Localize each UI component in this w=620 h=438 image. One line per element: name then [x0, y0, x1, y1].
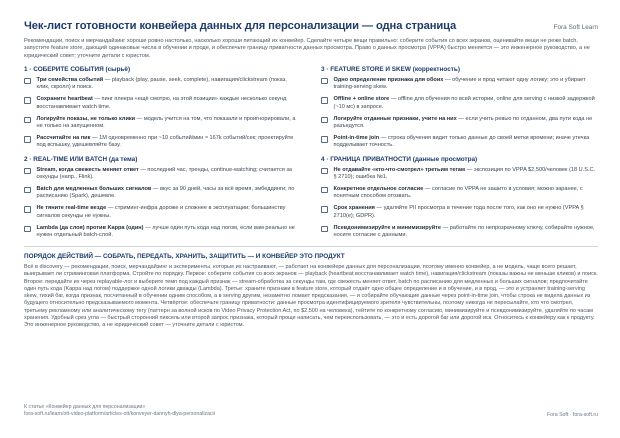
- checkbox[interactable]: [321, 187, 328, 194]
- checkbox[interactable]: [321, 78, 328, 85]
- checkbox[interactable]: [24, 136, 31, 143]
- checklist-item: [321, 186, 598, 200]
- page-title: Чек-лист готовности конвейера данных для персонализации — одна страница: [24, 20, 457, 32]
- checklist-item-title: Срок хранения: [333, 205, 375, 212]
- checklist-item: [321, 167, 598, 181]
- section-heading: 3 · FEATURE STORE И SKEW (корректность): [321, 65, 460, 73]
- checklist-item-text: [37, 167, 302, 181]
- checklist-item-detail: — экспозиция по VPPA $2,500/человек (18 U.S.C. § 2710); ошибка №1.: [333, 166, 596, 180]
- checklist-item-title: Не отдавайте «кто-что-смотрел» третьим тегам: [333, 166, 466, 173]
- checklist-item-text: [37, 96, 302, 110]
- checklist-item-title: Логируйте отданные признаки, учите на них: [333, 115, 457, 122]
- right-column: [321, 64, 598, 244]
- checkbox[interactable]: [321, 226, 328, 233]
- checklist-item-text: [37, 135, 302, 149]
- checklist-item: [24, 225, 301, 239]
- checklist-item: [321, 205, 598, 219]
- footer-brand: Fora Soft · fora-soft.ru: [546, 412, 598, 418]
- checklist-item-detail: — offline для обучения по всей истории, online для serving с низкой задержкой (~10 мс) в запросе.: [333, 96, 595, 110]
- left-column: [24, 64, 301, 244]
- checklist-item-text: [37, 116, 302, 130]
- checklist-item-detail: — работайте по непрозрачному ключу, собирайте нужное, носите согласие с данными.: [333, 224, 595, 238]
- checklist-item-text: [334, 135, 599, 149]
- checklist-item: [24, 205, 301, 219]
- checklist-item-text: [334, 167, 599, 181]
- checklist-item-text: [37, 186, 302, 200]
- checklist-page: [24, 20, 598, 329]
- checklist-item-title: Stream, когда свежесть меняет ответ: [36, 166, 139, 173]
- footer-source: [24, 404, 215, 418]
- order-heading: ПОРЯДОК ДЕЙСТВИЙ — СОБРАТЬ, ПЕРЕДАТЬ, ХРАНИТЬ, ЗАЩИТИТЬ — И КОНВЕЙЕР ЭТО ПРОДУКТ: [24, 253, 345, 261]
- checklist-item-text: [334, 116, 599, 130]
- checkbox[interactable]: [24, 168, 31, 175]
- footer-source-link[interactable]: fora-soft.ru/learn/ott-video-platform/articles-ott/konveyer-dannyh-dlya-personalizacii: [24, 411, 215, 417]
- checklist-item-text: [334, 186, 599, 200]
- checklist-item-detail: — последний час, тренды, continue-watching; считается за секунды (напр., Flink).: [36, 166, 293, 180]
- page-header: [24, 20, 598, 32]
- checklist-item-detail: — пинг плеера «ещё смотрю, на этой позиции» каждые несколько секунд восстанавливает watch time.: [36, 96, 287, 110]
- section-heading: 2 · REAL-TIME ИЛИ BATCH (да тема): [24, 155, 138, 163]
- checklist-item-detail: — лучше один путь кода над логом, если вам реально не нужен отдельный batch-слой.: [36, 224, 295, 238]
- checklist-item: [321, 96, 598, 110]
- page-footer: [24, 404, 598, 418]
- checklist-item-title: Одно определение признака для обоих: [333, 76, 444, 83]
- checklist-item: [24, 96, 301, 110]
- checklist-item: [24, 135, 301, 149]
- checklist-item-text: [334, 96, 599, 110]
- checklist-item-detail: — playback (play, pause, seek, complete), навигация/clickstream (показ, клик, скролл) и поиск.: [36, 76, 287, 91]
- checkbox[interactable]: [321, 168, 328, 175]
- section-divider: [24, 246, 598, 247]
- checklist-item-title: Три семейства событий: [36, 76, 104, 83]
- footer-source-title: К статье «Конвейер данных для персонализации»: [24, 404, 146, 410]
- checkbox[interactable]: [24, 97, 31, 104]
- checklist-item-text: [37, 77, 302, 91]
- checklist-item: [24, 167, 301, 181]
- checklist-item-title: Offline + online store: [333, 96, 390, 103]
- checklist-item-detail: — согласие по VPPA не зашито в условия; можно заранее, с понятным способом отозвать.: [333, 185, 583, 200]
- checklist-item-text: [334, 205, 599, 219]
- checkbox[interactable]: [24, 206, 31, 213]
- checkbox[interactable]: [24, 117, 31, 124]
- checklist-item-detail: — удаляйте PII просмотра в течение года после того, как оно не нужно (VPPA § 2710(e); GDPR).: [333, 205, 584, 219]
- checkbox[interactable]: [321, 206, 328, 213]
- brand-label: Fora Soft Learn: [553, 24, 598, 31]
- checkbox[interactable]: [321, 136, 328, 143]
- checklist-item-detail: — вкус за 90 дней, часы за всё время, эмбеддинги; по расписанию (Spark), дешевле.: [36, 185, 295, 200]
- checklist-item-text: [37, 225, 302, 239]
- checklist-item-detail: — стриминг-инфра дороже и сложнее в эксплуатации; большинству сигналов секунды не нужны.: [36, 205, 286, 219]
- checklist-item: [24, 77, 301, 91]
- checklist-item-text: [334, 77, 599, 91]
- checklist-item: [321, 116, 598, 130]
- checklist-item-title: Сохраните heartbeat: [36, 96, 93, 103]
- checklist-item-detail: — обучение и прод читают одну логику; это и убирает training-serving skew.: [333, 76, 586, 91]
- intro-paragraph: Рекомендации, поиск и мерчандайзинг хороше ровно настолько, насколько хороши питающий их конвейер. Сделайте четыре вещи правильно: соберите события со всех экранов, оценивайте вещи не реже batch, запустите feature store, дающий одинаковые числа в обучении и проде, и обеспечьте границу приватности данных просмотра. Право о данных просмотра (VPPA) быстро меняется — это инженерное руководство, а не юридический совет; уточните детали с юристом.: [24, 38, 590, 59]
- checklist-item-text: [334, 225, 599, 239]
- checklist-item-title: Конкретное отдельное согласие: [333, 185, 424, 192]
- order-paragraph: Всё в discovery — рекомендации, поиск, мерчандайзинг и эксперименты, которые их настраивают, — работает на конвейере данных для персонализации, поэтому именно конвейер, а не модель, чаще всего решает, выигрывает ли стриминговая платформа. Стройте по порядку. Первое: соберите события со всех экранов — playback (heartbeat восстанавливает watch time), навигация/clickstream (показы важны не меньше кликов) и поиск. Второе: передайте их через replayable-лог и выберите темп под каждый признак — stream-обработка за секунды там, где свежесть меняет ответ, batch по расписанию для медленных и больших сигналов; предпочитайте один путь кода (Kappa над логом) поддержке одной логики дважды (Lambda). Третье: храните признаки в feature store, который отдаёт одно общее определение и в обучение, и в прод, — это и устраняет training-serving skew, тихий баг, когда признак, посчитанный в обучении одним способом, а в serving другим, незаметно ломает предсказания, — и собирайте обучающие данные через point-in-time join, чтобы строка не видела данных из будущего относительно предсказываемого момента. Четвёртое: обеспечьте границу приватности: данные просмотра идентифицируемого зрителя чувствительны, поэтому никогда не пересылайте, кто что смотрел, третьему рекламному или аналитическому тегу (паттерн за волной исков по Video Privacy Protection Act, по $2,500 на человека), тейтите по конкретному согласию, минимизируйте и псевдонимизируйте, удаляйте по часам хранения. Удобный срез угла — быстрый сторонний пиксель или второй запрос признака, который проще написать, чем переиспользовать, — это и есть дорогой баг или дорогой иск. Относитесь к конвейеру как к продукту. Это инженерное руководство, а не юридический совет — уточните детали с юристом.: [24, 264, 598, 329]
- checklist-item-title: Псевдонимизируйте и минимизируйте: [333, 224, 441, 231]
- checkbox[interactable]: [24, 78, 31, 85]
- checklist-item-text: [37, 205, 302, 219]
- section-heading: 1 · СОБЕРИТЕ СОБЫТИЯ (сырьё): [24, 65, 131, 73]
- checklist-item-title: Point-in-time join: [333, 135, 380, 142]
- checkbox[interactable]: [24, 226, 31, 233]
- checklist-item-title: Lambda (да слоя) против Kappa (один): [36, 224, 144, 231]
- checkbox[interactable]: [321, 117, 328, 124]
- checklist-item-title: Рассчитайте на пик: [36, 135, 91, 142]
- checklist-item-title: Не тяните real-time везде: [36, 205, 107, 212]
- checklist-item-title: Логируйте показы, не только клики: [36, 115, 136, 122]
- checkbox[interactable]: [321, 97, 328, 104]
- checklist-item-detail: — строка обучения видит только данные до своей метки времени; иначе утечка подделывает точность.: [333, 135, 590, 149]
- checklist-item: [321, 135, 598, 149]
- section-heading: 4 · ГРАНИЦА ПРИВАТНОСТИ (данные просмотра): [321, 155, 478, 163]
- checkbox[interactable]: [24, 187, 31, 194]
- checklist-item-title: Batch для медленных больших сигналов: [36, 185, 152, 192]
- checklist-columns: [24, 64, 598, 244]
- checklist-item: [24, 186, 301, 200]
- checklist-item-detail: — если учить ревью по отданном, два пути кода не разъедутся.: [333, 115, 593, 129]
- checklist-item-detail: — 1M одновременно при ~10 событий/мин ≈ 167k событий/сек; проектируйте под вспышку, удешевляйте базу.: [36, 135, 294, 149]
- checklist-item: [321, 225, 598, 239]
- checklist-item: [24, 116, 301, 130]
- checklist-item: [321, 77, 598, 91]
- checklist-item-detail: — модель учится на том, что показали и проигнорировали, а не только на запущенном.: [36, 115, 296, 129]
